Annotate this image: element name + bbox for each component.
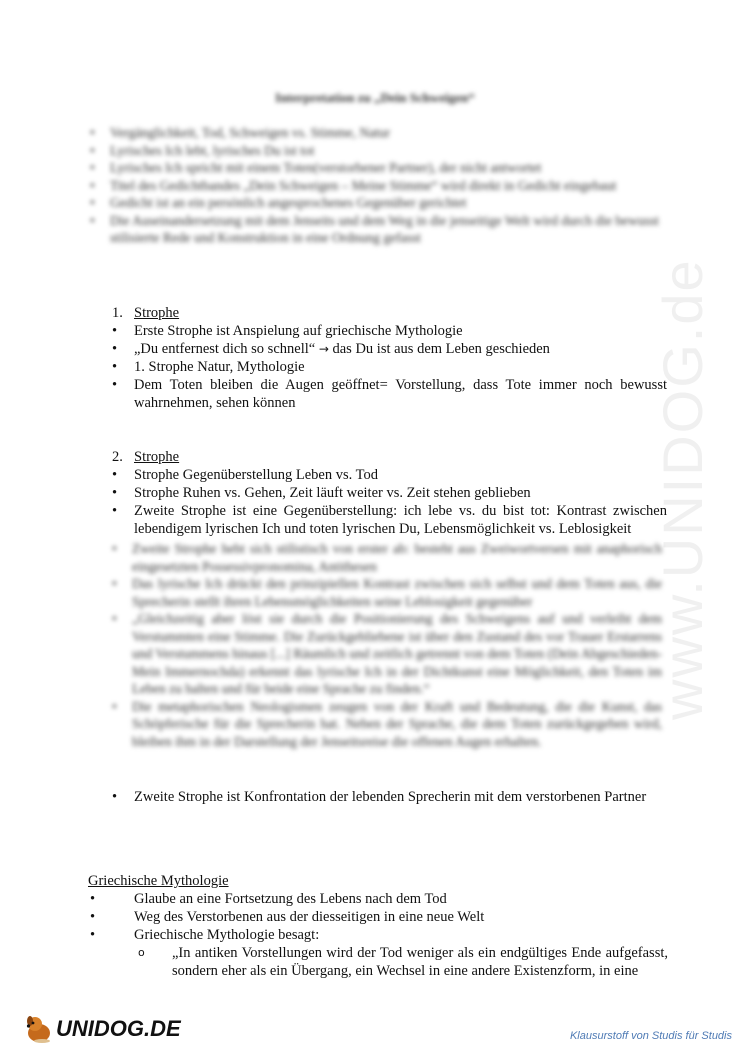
- section-number: 1.: [112, 305, 123, 321]
- intro-bullet-list: [88, 124, 663, 247]
- list-item: • Zweite Strophe hebt sich stilistisch von erster ab: besteht aus Zweiwortversen mit anaphorisch eingesetzten Possessivpronomina, Antithesen: [110, 540, 662, 575]
- strophe-2-section: [112, 448, 667, 538]
- mythology-section: [88, 872, 668, 980]
- section-heading-text: Griechische Mythologie: [88, 873, 229, 889]
- blurred-bullet-list: [110, 540, 662, 750]
- list-item: • Weg des Verstorbenen aus der diesseitigen in eine neue Welt: [88, 908, 668, 926]
- unidog-logo[interactable]: [22, 1012, 181, 1046]
- sub-list-text: „In antiken Vorstellungen wird der Tod weniger als ein endgültiges Ende aufgefasst, sondern eher als ein Übergang, ein Wechsel in eine andere Existenzform, in eine: [172, 945, 668, 979]
- list-item: • Erste Strophe ist Anspielung auf griechische Mythologie: [112, 322, 667, 340]
- footer-slogan: Klausurstoff von Studis für Studis: [569, 1030, 732, 1042]
- arrow-right-icon: →: [318, 342, 329, 356]
- list-item: • „Gleichzeitig aber löst sie durch die Positionierung des Schweigens auf und verleiht dem Verstummten eine Stimme. Die Zurückgebliebene ist über den Zustand des vor Trauer Erstarrens und Verstummens hinaus [...] Räumlich und zeitlich getrennt von dem Toten (Dein Abgeschieden- Mein Immernochda) erkennt das lyrische Ich in der Dichtkunst eine Möglichkeit, den Toten im Leben zu halten und für beide eine Sprache zu finden.“: [110, 610, 662, 698]
- section-heading: [112, 304, 667, 322]
- list-item: • Zweite Strophe ist Konfrontation der lebenden Sprecherin mit dem verstorbenen Partner: [112, 788, 667, 806]
- sub-list-item: [88, 944, 668, 980]
- watermark: www.UNIDOG.de: [651, 258, 714, 720]
- dog-icon: [22, 1012, 56, 1046]
- list-item: • Die metaphorischen Neologismen zeugen von der Kraft und Bedeutung, die die Kunst, das Schöpferische für die Sprecherin hat. Neben der Sprache, die dem Toten zurückgegeben wird, bleiben ihm in der Darstellung der Jenseitsreise die offenen Augen erhalten.: [110, 698, 662, 751]
- list-item: • Lyrisches Ich spricht mit einem Toten(verstorbener Partner), der nicht antwortet: [88, 159, 663, 177]
- list-item: • Zweite Strophe ist eine Gegenüberstellung: ich lebe vs. du bist tot: Kontrast zwischen lebendigem lyrischen Ich und toten lyrischen Du, Lebensmöglichkeit vs. Leblosigkeit: [112, 502, 667, 538]
- section-heading: [112, 448, 667, 466]
- list-item: • Die Auseinandersetzung mit dem Jenseits und dem Weg in die jenseitige Welt wird durch die bewusst stilisierte Rede und Konstruktion in eine Ordnung gefasst: [88, 212, 663, 247]
- list-item: • Strophe Gegenüberstellung Leben vs. Tod: [112, 466, 667, 484]
- section-heading-text: Strophe: [134, 449, 180, 465]
- list-item: • Griechische Mythologie besagt:: [88, 926, 668, 944]
- list-item: • 1. Strophe Natur, Mythologie: [112, 358, 667, 376]
- sub-bullet-marker: o: [138, 946, 145, 959]
- strophe-1-section: [112, 304, 667, 412]
- list-item: • Dem Toten bleiben die Augen geöffnet= Vorstellung, dass Tote immer noch bewusst wahrnehmen, sehen können: [112, 376, 667, 412]
- list-item: • Vergänglichkeit, Tod, Schweigen vs. Stimme, Natur: [88, 124, 663, 142]
- list-item: • Glaube an eine Fortsetzung des Lebens nach dem Tod: [88, 890, 668, 908]
- list-item: [112, 340, 667, 358]
- strophe-2-final: [112, 788, 667, 806]
- list-item: • Lyrisches Ich lebt, lyrisches Du ist tot: [88, 142, 663, 160]
- list-item: • Strophe Ruhen vs. Gehen, Zeit läuft weiter vs. Zeit stehen geblieben: [112, 484, 667, 502]
- list-item: • Titel des Gedichtbandes „Dein Schweigen – Meine Stimme“ wird direkt in Gedicht eingebaut: [88, 177, 663, 195]
- section-number: 2.: [112, 449, 123, 465]
- quote-text: „Du entfernest dich so schnell“: [134, 341, 316, 357]
- list-item: • Das lyrische Ich drückt den prinzipiellen Kontrast zwischen sich selbst und dem Toten aus, die Sprecherin stellt ihren Lebensmöglichkeiten seine Leblosigkeit gegenüber: [110, 575, 662, 610]
- document-title: Interpretation zu „Dein Schweigen“: [275, 90, 475, 105]
- section-heading-text: Strophe: [134, 305, 180, 321]
- list-item: • Gedicht ist an ein persönlich angesprochenes Gegenüber gerichtet: [88, 194, 663, 212]
- logo-text: UNIDOG.DE: [56, 1016, 181, 1041]
- quote-explanation: das Du ist aus dem Leben geschieden: [332, 341, 550, 357]
